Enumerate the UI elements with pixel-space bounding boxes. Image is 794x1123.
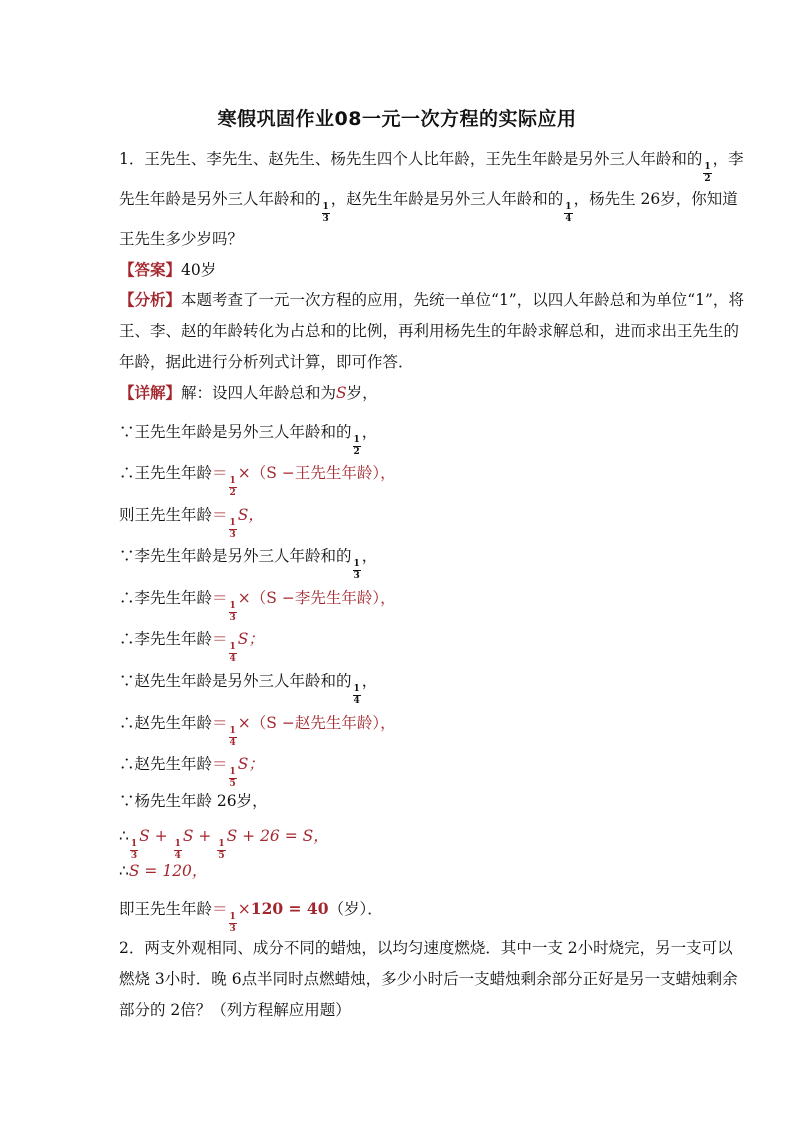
step-2 (119, 466, 396, 498)
math-expression: S + 26 = S， (226, 827, 329, 845)
step-text: 则王先生年龄 (119, 506, 213, 524)
q2-line-3 (119, 1003, 351, 1019)
step-11 (119, 829, 329, 861)
analysis-line-3 (119, 355, 414, 371)
q1-text: ，赵先生年龄是另外三人年龄和的 (330, 190, 564, 208)
q1-text: 王先生多少岁吗？ (119, 230, 244, 248)
fraction-fifth: $\frac{1}{5}$ (218, 838, 225, 861)
q1-text: ，杨先生 26岁，你知道 (573, 190, 738, 208)
fraction-quarter: $\frac{1}{4}$ (229, 641, 236, 664)
step-8 (119, 716, 396, 748)
detail-text: 岁， (346, 384, 378, 402)
equals-sign: ＝ (212, 506, 228, 524)
equals-sign: ＝ (212, 464, 228, 482)
fraction-quarter: $\frac{1}{4}$ (353, 683, 360, 706)
analysis-text: 年龄，据此进行分析列式计算，即可作答． (119, 353, 414, 371)
step-6 (119, 632, 264, 664)
answer-line (119, 262, 216, 279)
equals-sign: ＝ (212, 714, 228, 732)
math-expression: S； (237, 755, 264, 773)
math-variable: S (336, 384, 347, 402)
equals-sign: ＝ (212, 900, 228, 918)
analysis-line-1 (119, 292, 744, 309)
math-expression: S = 120， (128, 862, 208, 880)
step-text: ， (361, 423, 378, 441)
therefore-sign: ∴ (119, 827, 129, 845)
times-sign: × (237, 464, 251, 482)
detail-line-1 (119, 385, 378, 402)
page-title: 寒假巩固作业08一元一次方程的实际应用 (217, 108, 577, 130)
times-sign: × (237, 900, 251, 918)
fraction-third: $\frac{1}{3}$ (130, 838, 138, 861)
fraction-quarter: $\frac{1}{4}$ (229, 725, 236, 748)
answer-text: 40岁 (181, 261, 217, 279)
fraction-quarter: $\frac{1}{4}$ (174, 838, 181, 861)
q2-line-1 (119, 941, 733, 957)
math-expression: S + (139, 827, 173, 845)
step-3 (119, 508, 264, 540)
math-expression: 120 = 40 (250, 899, 329, 918)
fraction-third: $\frac{1}{3}$ (353, 558, 360, 581)
math-expression: S + (182, 827, 217, 845)
analysis-line-2 (119, 324, 739, 340)
math-expression: （S −王先生年龄）， (250, 464, 396, 482)
step-7 (119, 674, 377, 706)
math-expression: （S −赵先生年龄）， (250, 714, 396, 732)
fraction-third: $\frac{1}{3}$ (229, 600, 236, 623)
math-expression: （S −李先生年龄）， (250, 589, 396, 607)
fraction-fifth: $\frac{1}{5}$ (229, 766, 236, 789)
analysis-text: 本题考查了一元一次方程的应用，先统一单位“1”，以四人年龄总和为单位“1”，将 (181, 291, 744, 309)
step-text: ∴王先生年龄 (119, 464, 213, 482)
step-1 (119, 425, 377, 457)
math-expression: S； (237, 630, 264, 648)
q1-line-2 (119, 192, 738, 224)
step-13 (119, 901, 383, 934)
q2-line-2 (119, 972, 738, 988)
step-text: ∵赵先生年龄是另外三人年龄和的 (119, 672, 352, 690)
step-text: ∵李先生年龄是另外三人年龄和的 (119, 547, 352, 565)
step-text: ∴李先生年龄 (119, 589, 213, 607)
equals-sign: ＝ (212, 630, 228, 648)
fraction-third: $\frac{1}{3}$ (322, 201, 329, 224)
fraction-third: $\frac{1}{3}$ (229, 911, 236, 934)
step-text: ∴赵先生年龄 (119, 755, 213, 773)
q1-line-1 (119, 152, 744, 184)
analysis-text: 王、李、赵的年龄转化为占总和的比例，再利用杨先生的年龄求解总和，进而求出王先生的 (119, 322, 740, 340)
answer-tag: 【答案】 (119, 260, 182, 279)
step-12 (119, 864, 207, 880)
equals-sign: ＝ (212, 589, 228, 607)
step-text: ， (361, 547, 378, 565)
step-5 (119, 591, 396, 623)
step-text: ∵杨先生年龄 26岁， (119, 792, 268, 810)
times-sign: × (237, 714, 251, 732)
detail-text: 解：设四人年龄总和为 (181, 384, 337, 402)
math-expression: S， (237, 506, 264, 524)
analysis-tag: 【分析】 (119, 290, 182, 309)
fraction-half: $\frac{1}{2}$ (229, 475, 236, 498)
detail-tag: 【详解】 (119, 383, 182, 402)
step-text: ∴赵先生年龄 (119, 714, 213, 732)
q2-text: 燃烧 3小时．晚 6点半同时点燃蜡烛，多少小时后一支蜡烛剩余部分正好是另一支蜡烛剩余 (119, 970, 738, 988)
therefore-sign: ∴ (119, 862, 129, 880)
equals-sign: ＝ (212, 755, 228, 773)
fraction-half: $\frac{1}{2}$ (704, 161, 711, 184)
times-sign: × (237, 589, 251, 607)
fraction-third: $\frac{1}{3}$ (229, 517, 236, 540)
step-4 (119, 549, 377, 581)
step-text: ∵王先生年龄是另外三人年龄和的 (119, 423, 352, 441)
step-text: ∴李先生年龄 (119, 630, 213, 648)
step-9 (119, 757, 264, 789)
step-10 (119, 794, 268, 810)
step-text: 即王先生年龄 (119, 900, 213, 918)
q1-text: 1．王先生、李先生、赵先生、杨先生四个人比年龄，王先生年龄是另外三人年龄和的 (119, 150, 703, 168)
q2-text: 部分的 2倍？（列方程解应用题） (119, 1001, 351, 1019)
step-text: ， (361, 672, 378, 690)
q2-text: 2．两支外观相同、成分不同的蜡烛，以均匀速度燃烧．其中一支 2小时烧完，另一支可以 (119, 939, 733, 957)
fraction-half: $\frac{1}{2}$ (353, 434, 360, 457)
fraction-quarter: $\frac{1}{4}$ (565, 201, 572, 224)
q1-text: ，李 (712, 150, 744, 168)
q1-line-3 (119, 232, 243, 248)
step-text: （岁）． (328, 900, 383, 918)
q1-text: 先生年龄是另外三人年龄和的 (119, 190, 321, 208)
